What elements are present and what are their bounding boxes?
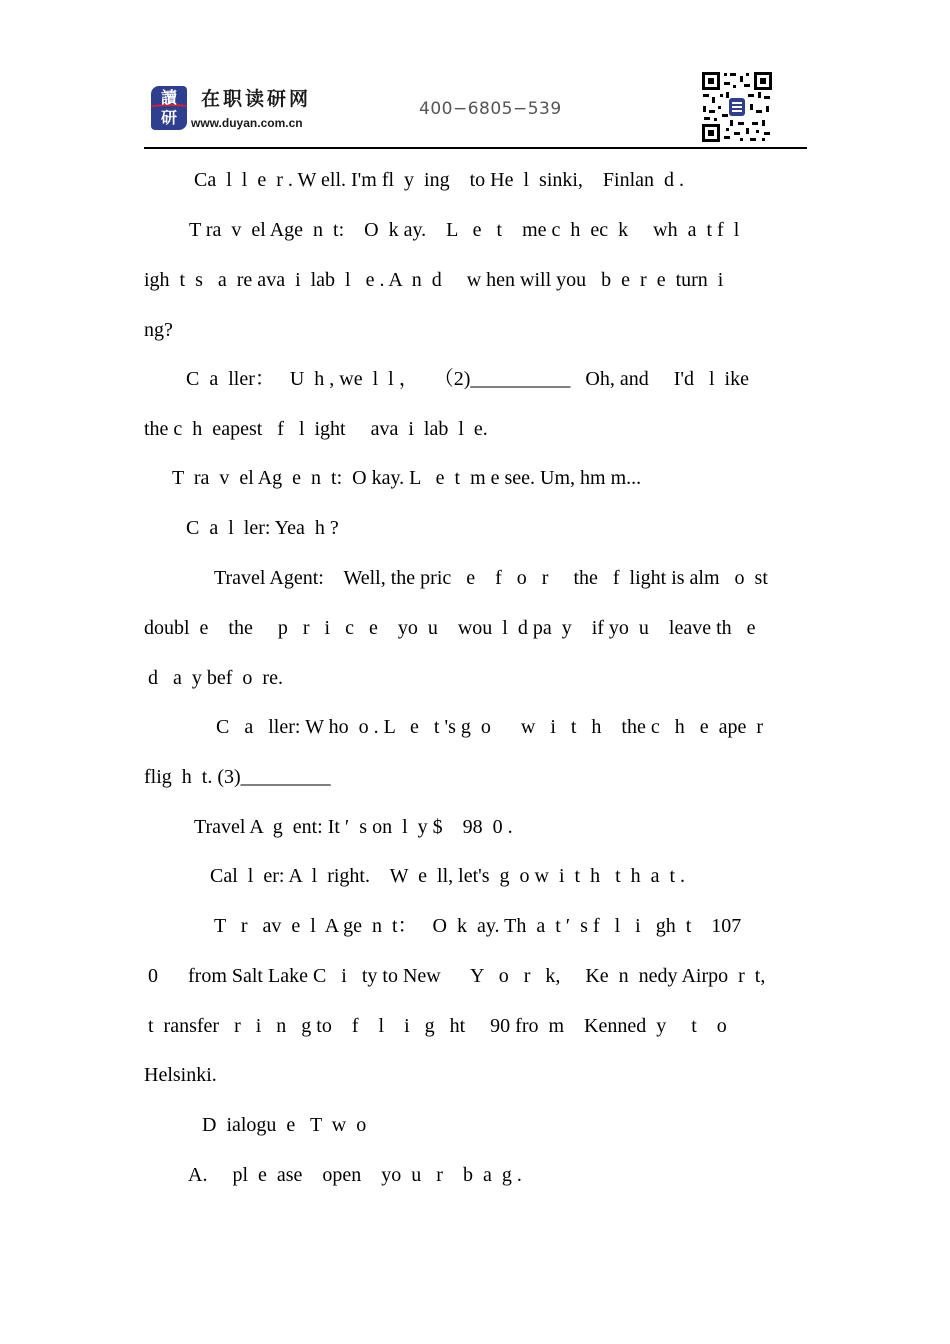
duyan-logo xyxy=(151,86,187,130)
text-line: C a ller： U h , we l l ， （2)__________ Oh, and I'd l ike xyxy=(186,368,749,390)
text-line: t ransfer r i n g to f l i g ht 90 fro m Kenned y t o xyxy=(148,1015,727,1037)
logo-char-top: 讀 xyxy=(160,88,177,107)
text-line: Cal l er: A l right. W e ll, let's g o w i t h t h a t . xyxy=(210,865,686,887)
text-line: Ca l l e r . W ell. I'm fl y ing to He l sinki, Finlan d . xyxy=(194,169,685,191)
qr-code-icon xyxy=(700,70,774,144)
text-line: flig h t. (3)_________ xyxy=(144,766,331,788)
site-name: 在职读研网 xyxy=(201,88,312,110)
text-line: T ra v el Age n t: O k ay. L e t me c h ec k wh a t f l xyxy=(189,219,740,241)
site-url: www.duyan.com.cn xyxy=(191,116,303,130)
text-line: 0 from Salt Lake C i ty to New Y o r k, Ke n nedy Airpo r t, xyxy=(148,965,766,987)
text-line: igh t s a re ava i lab l e . A n d w hen will you b e r e turn i xyxy=(144,269,724,291)
text-line: T ra v el Ag e n t: O kay. L e t m e see. Um, hm m... xyxy=(172,467,642,489)
logo-char-bottom: 研 xyxy=(160,108,177,127)
section-heading: D ialogu e T w o xyxy=(202,1114,367,1136)
text-line: d a y bef o re. xyxy=(148,667,283,689)
text-line: Helsinki. xyxy=(144,1064,217,1086)
text-line: T r av e l A ge n t： O k ay. Th a t ′ s f l i gh t 107 xyxy=(214,915,742,937)
text-line: the c h eapest f l ight ava i lab l e. xyxy=(144,418,488,440)
text-line: A. pl e ase open yo u r b a g . xyxy=(188,1164,522,1186)
phone-number: 400−6805−539 xyxy=(419,99,562,119)
text-line: doubl e the p r i c e yo u wou l d pa y if yo u leave th e xyxy=(144,617,756,639)
header-divider xyxy=(144,147,807,149)
text-line: ng? xyxy=(144,319,173,341)
text-line: C a l ler: Yea h ? xyxy=(186,517,339,539)
text-line: Travel A g ent: It ′ s on l y $ 98 0 . xyxy=(194,816,513,838)
text-line: C a ller: W ho o . L e t 's g o w i t h the c h e ape r xyxy=(216,716,764,738)
text-line: Travel Agent: Well, the pric e f o r the f light is alm o st xyxy=(214,567,768,589)
